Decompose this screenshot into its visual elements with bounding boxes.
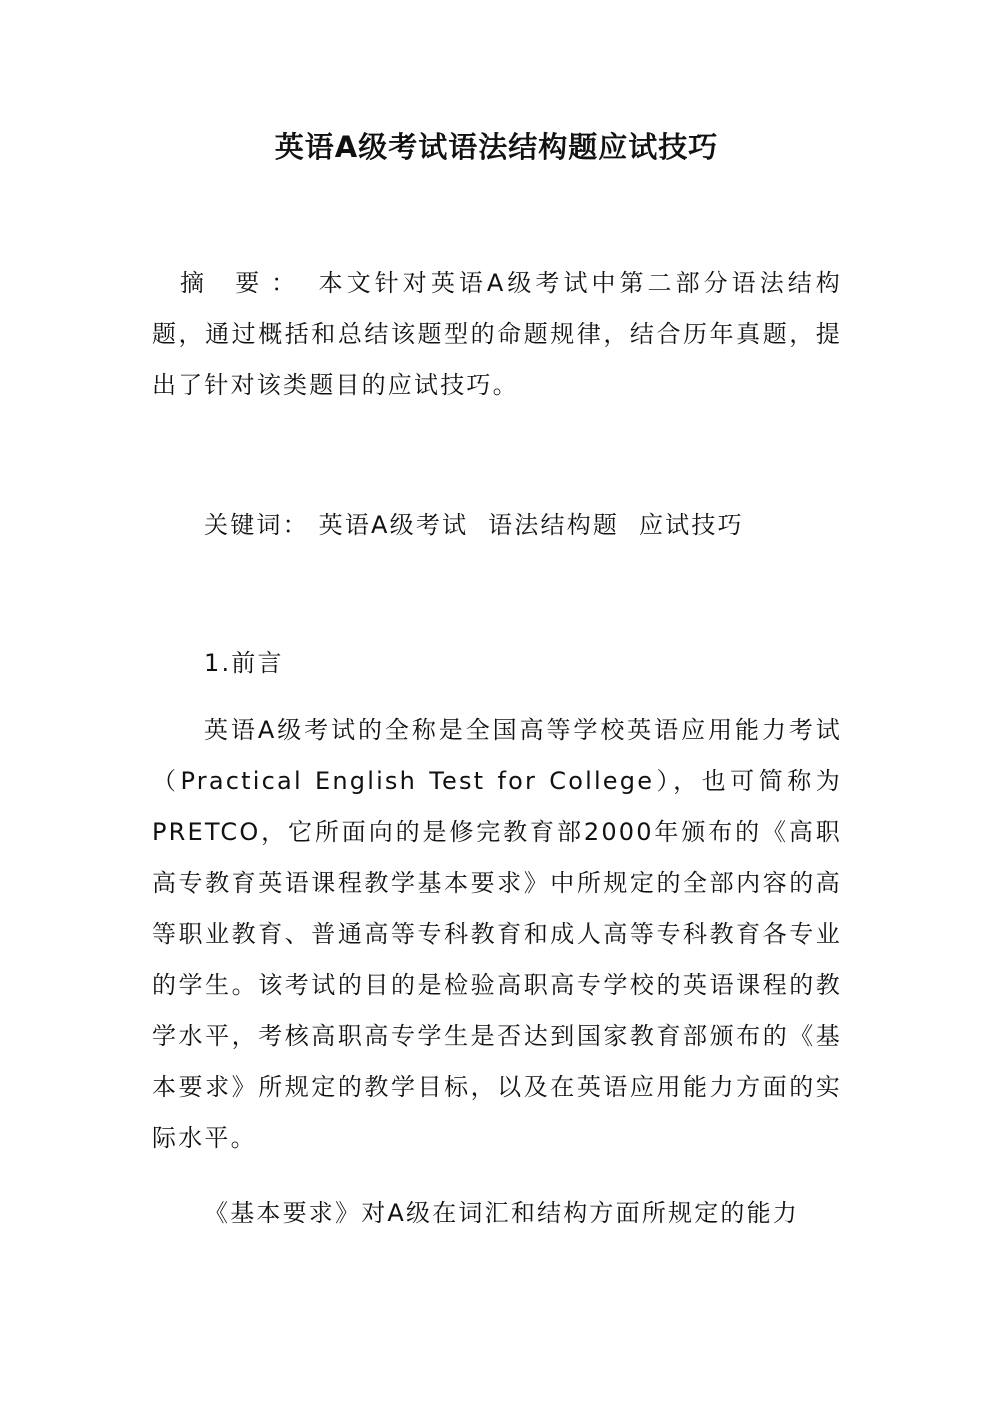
keyword-item: 应试技巧 xyxy=(638,511,744,539)
body-paragraph: 英语A级考试的全称是全国高等学校英语应用能力考试（Practical English Test for College），也可简称为PRETCO，它所面向的是修完教育部2000年颁布的《高职高专教育英语课程教学基本要求》中所规定的全部内容的高等职业教育、普通高等专科教育和成人高等专科教育各专业的学生。该考试的目的是检验高职高专学校的英语课程的教学水平，考核高职高专学生是否达到国家教育部颁布的《基本要求》所规定的教学目标，以及在英语应用能力方面的实际水平。 xyxy=(152,716,842,1152)
keywords-label: 关键词： xyxy=(204,511,309,539)
keywords-block xyxy=(152,500,842,551)
abstract-text: 本文针对英语A级考试中第二部分语法结构题，通过概括和总结该题型的命题规律，结合历年真题，提出了针对该类题目的应试技巧。 xyxy=(152,269,842,399)
keyword-item: 语法结构题 xyxy=(488,511,620,539)
body-paragraph: 《基本要求》对A级在词汇和结构方面所规定的能力 xyxy=(204,1199,800,1227)
keyword-item: 英语A级考试 xyxy=(318,511,469,539)
abstract-block xyxy=(152,258,842,411)
section-heading: 1.前言 xyxy=(204,649,284,677)
abstract-label: 摘 要： xyxy=(180,269,307,297)
document-title: 英语A级考试语法结构题应试技巧 xyxy=(274,130,719,164)
